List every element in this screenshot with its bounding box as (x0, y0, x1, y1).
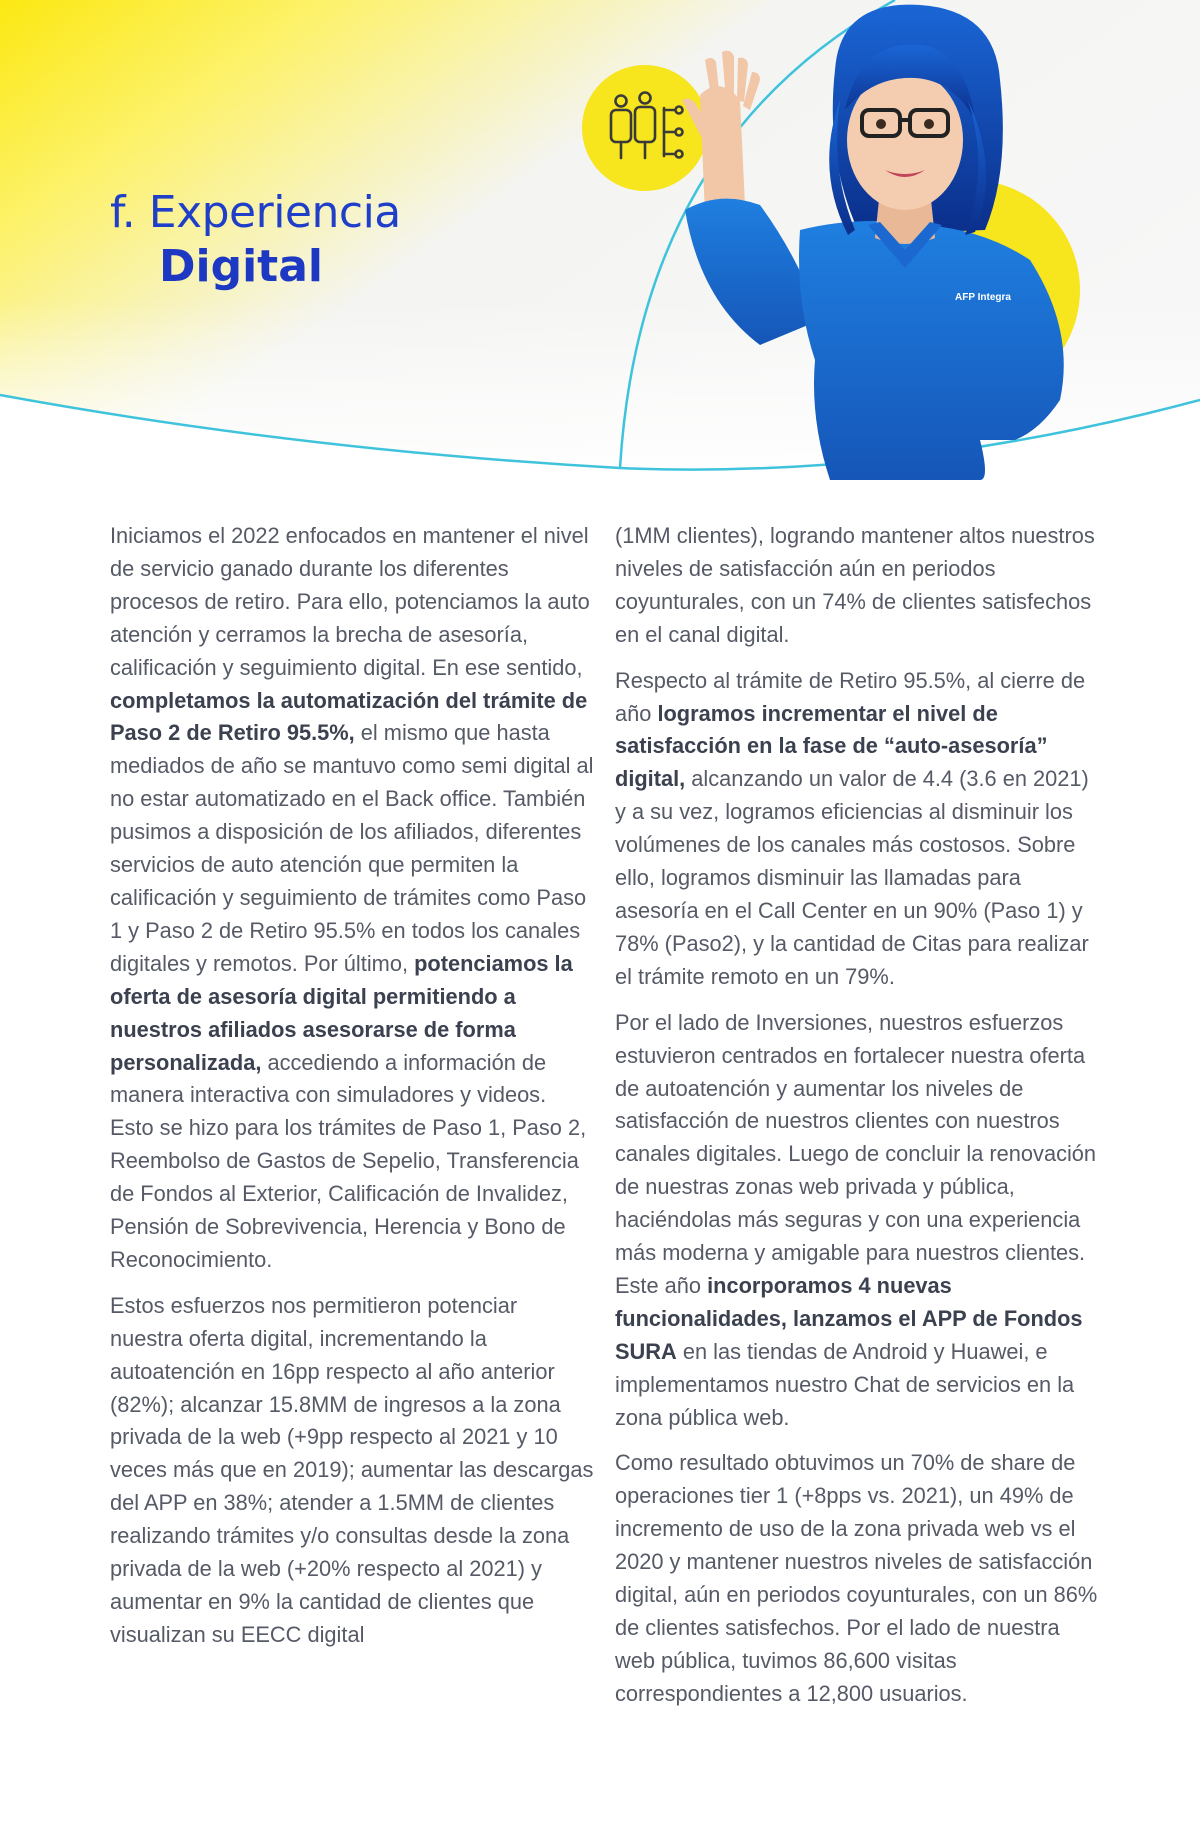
paragraph: Como resultado obtuvimos un 70% de share de operaciones tier 1 (+8pps vs. 2021), un 49% de incremento de uso de la zona privada web vs el 2020 y mantener nuestros niveles de satisfacción digital, aún en periodos coyunturales, con un 86% de clientes satisfechos. Por el lado de nuestra web pública, tuvimos 86,600 visitas correspondientes a 12,800 usuarios. (615, 1450, 1098, 1706)
highlight-text: logramos incrementar el nivel de satisfacción en la fase de “auto-asesoría” digital, (615, 700, 1048, 792)
paragraph: (1MM clientes), logrando mantener altos nuestros niveles de satisfacción aún en periodos coyunturales, con un 74% de clientes satisfechos en el canal digital. (615, 523, 1095, 647)
paragraph-text: en las tiendas de Android y Huawei, e implementamos nuestro Chat de servicios en la zona pública web. (615, 1338, 1075, 1430)
paragraph-text: alcanzando un valor de 4.4 (3.6 en 2021) y a su vez, logramos eficiencias al disminuir los volúmenes de los canales más costosos. Sobre ello, logramos disminuir las llamadas para asesoría en el Call Center en un 90% (Paso 1) y 78% (Paso2), y la cantidad de Citas para realizar el trámite remoto en un 79%. (615, 766, 1089, 989)
highlight-text: potenciamos la oferta de asesoría digital permitiendo a nuestros afiliados asesorarse de forma personalizada, (110, 950, 573, 1075)
highlight-text: completamos la automatización del trámite de Paso 2 de Retiro 95.5%, (110, 687, 588, 746)
highlight-text: incorporamos 4 nuevas funcionalidades, lanzamos el APP de Fondos SURA (615, 1272, 1083, 1364)
paragraph (110, 520, 595, 1277)
paragraph-text: Iniciamos el 2022 enfocados en mantener el nivel de servicio ganado durante los diferentes procesos de retiro. Para ello, potenciamos la auto atención y cerramos la brecha de asesoría, calificación y seguimiento digital. En ese sentido, (110, 523, 590, 680)
paragraph-text: Respecto al trámite de Retiro 95.5%, al cierre de año (615, 667, 1086, 726)
page-title (110, 186, 401, 294)
paragraph-text: Por el lado de Inversiones, nuestros esfuerzos estuvieron centrados en fortalecer nuestra oferta de autoatención y aumentar los niveles de satisfacción de nuestros clientes con nuestros canales digitales. Luego de concluir la renovación de nuestras zonas web privada y pública, haciéndolas más seguras y con una experiencia más moderna y amigable para nuestros clientes. Este año (615, 1009, 1097, 1298)
svg-text:AFP Integra: AFP Integra (955, 292, 1011, 303)
title-line-2: Digital (159, 241, 323, 292)
paragraph-text: el mismo que hasta mediados de año se mantuvo como semi digital al no estar automatizado en el Back office. También pusimos a disposición de los afiliados, diferentes servicios de auto atención que permiten la calificación y seguimiento de trámites como Paso 1 y Paso 2 de Retiro 95.5% en todos los canales digitales y remotos. Por último, (110, 720, 594, 976)
paragraph (615, 665, 1105, 994)
paragraph-text: accediendo a información de manera interactiva con simuladores y videos. Esto se hizo para los trámites de Paso 1, Paso 2, Reembolso de Gastos de Sepelio, Transferencia de Fondos al Exterior, Calificación de Invalidez, Pensión de Sobrevivencia, Herencia y Bono de Reconocimiento. (110, 1049, 587, 1272)
right-column (615, 520, 1105, 1724)
badge-circle (582, 65, 708, 191)
title-line-1: f. Experiencia (110, 187, 401, 238)
paragraph: Estos esfuerzos nos permitieron potenciar nuestra oferta digital, incrementando la autoatención en 16pp respecto al año anterior (82%); alcanzar 15.8MM de ingresos a la zona privada de la web (+9pp respecto al 2021 y 10 veces más que en 2019); aumentar las descargas del APP en 38%; atender a 1.5MM de clientes realizando trámites y/o consultas desde la zona privada de la web (+20% respecto al 2021) y aumentar en 9% la cantidad de clientes que visualizan su EECC digital (110, 1292, 594, 1647)
paragraph (615, 1007, 1105, 1435)
header-banner (0, 0, 1200, 480)
left-column (110, 520, 595, 1665)
